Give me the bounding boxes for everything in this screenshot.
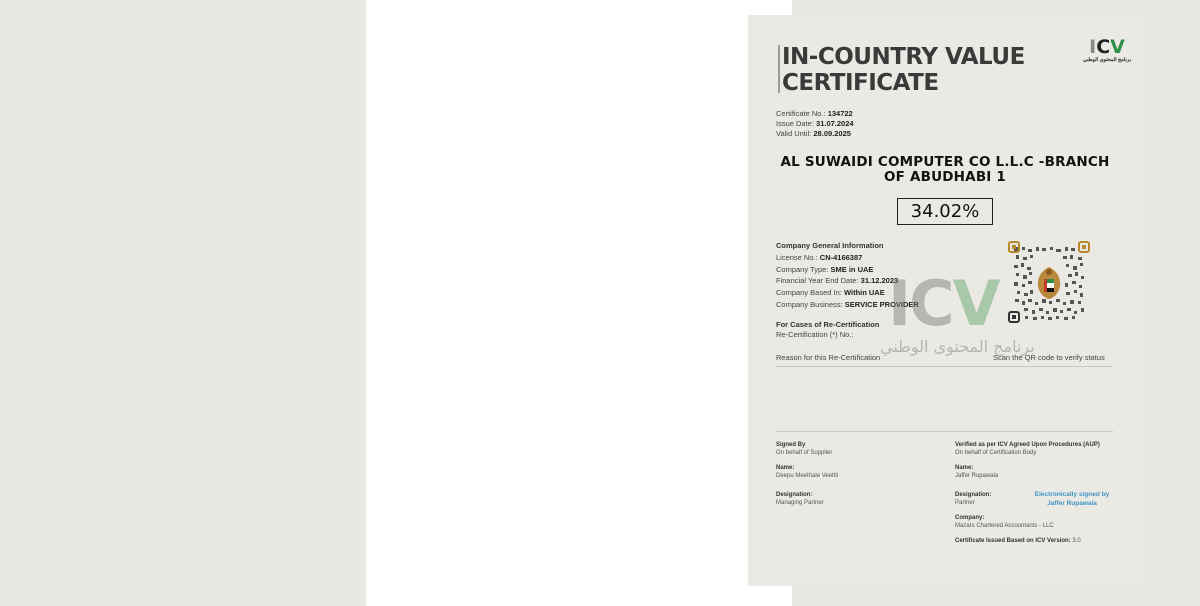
supplier-designation-label: Designation: bbox=[776, 492, 813, 498]
valid-until-label: Valid Until: bbox=[776, 129, 812, 138]
watermark-letter-c: C bbox=[909, 267, 953, 340]
verifier-designation-value: Partner bbox=[955, 500, 975, 506]
supplier-name-label: Name: bbox=[776, 465, 795, 471]
logo-letter-v: V bbox=[1110, 36, 1125, 58]
logo-letter-c: C bbox=[1096, 36, 1111, 58]
verifier-company bbox=[955, 514, 1054, 530]
verifier-company-label: Company: bbox=[955, 515, 985, 521]
company-name-line-1: AL SUWAIDI COMPUTER CO L.L.C -BRANCH bbox=[780, 154, 1110, 170]
watermark-letter-v: V bbox=[952, 267, 999, 340]
supplier-name bbox=[776, 464, 838, 480]
company-name bbox=[776, 155, 1114, 185]
icv-logo bbox=[1082, 37, 1132, 63]
issue-date-label: Issue Date: bbox=[776, 119, 814, 128]
company-general-info bbox=[776, 240, 919, 311]
supplier-designation bbox=[776, 491, 824, 507]
page-sheet bbox=[366, 0, 1131, 606]
issue-date-value: 31.07.2024 bbox=[816, 119, 854, 128]
recert-no-label: Re-Certification (*) No.: bbox=[776, 330, 854, 339]
license-value: CN-4166387 bbox=[819, 252, 863, 262]
watermark-arabic-text: برنامج المحتوى الوطني bbox=[880, 337, 1035, 356]
supplier-on-behalf: On behalf of Supplier bbox=[776, 450, 833, 456]
recertification-section bbox=[776, 320, 879, 340]
recert-reason-label: Reason for this Re-Certification bbox=[776, 353, 881, 362]
company-type-label: Company Type: bbox=[776, 264, 829, 274]
icv-version-value: 3.0 bbox=[1072, 538, 1081, 544]
signed-by-label: Signed By bbox=[776, 442, 806, 448]
business-label: Company Business: bbox=[776, 299, 843, 309]
verified-label: Verified as per ICV Agreed Upon Procedures (AUP) bbox=[955, 442, 1100, 448]
verifier-verified bbox=[955, 441, 1100, 457]
title-line-2: CERTIFICATE bbox=[782, 70, 939, 96]
verifier-designation-label: Designation: bbox=[955, 492, 992, 498]
verifier-company-value: Mazars Chartered Accountants - LLC bbox=[955, 523, 1054, 529]
supplier-name-value: Deepu Meethale Veettil bbox=[776, 473, 839, 479]
verifier-name bbox=[955, 464, 998, 480]
certificate-title bbox=[782, 44, 1025, 96]
title-line-1: IN-COUNTRY VALUE bbox=[782, 44, 1025, 70]
certificate bbox=[748, 15, 1142, 586]
verifier-designation bbox=[955, 491, 991, 507]
based-in-value: Within UAE bbox=[843, 288, 885, 298]
signature-divider bbox=[776, 431, 1113, 432]
company-name-line-2: OF ABUDHABI 1 bbox=[883, 169, 1007, 185]
company-type-value: SME in UAE bbox=[830, 264, 874, 274]
general-info-header: Company General Information bbox=[776, 241, 884, 250]
divider bbox=[776, 366, 1113, 367]
recert-header: For Cases of Re-Certification bbox=[776, 320, 880, 329]
qr-code-icon[interactable] bbox=[1008, 241, 1090, 323]
supplier-designation-value: Managing Partner bbox=[776, 500, 824, 506]
watermark-letter-i: I bbox=[888, 267, 910, 340]
fye-value: 31.12.2023 bbox=[860, 276, 899, 286]
cert-no-value: 134722 bbox=[827, 109, 853, 118]
verifier-on-behalf: On behalf of Certification Body bbox=[955, 450, 1037, 456]
based-in-label: Company Based In: bbox=[776, 288, 842, 298]
esign-line-2: Jaffer Rupawala bbox=[1047, 499, 1097, 507]
electronic-signature bbox=[1032, 491, 1112, 508]
title-accent-bar bbox=[778, 45, 780, 93]
license-label: License No.: bbox=[776, 252, 818, 262]
icv-score: 34.02% bbox=[897, 198, 993, 225]
verifier-name-value: Jaffer Rupawala bbox=[955, 473, 999, 479]
scan-qr-text: Scan the QR code to verify status bbox=[993, 353, 1105, 362]
logo-letter-i: I bbox=[1089, 36, 1097, 58]
certificate-meta bbox=[776, 109, 854, 139]
esign-line-1: Electronically signed by bbox=[1034, 491, 1110, 498]
business-value: SERVICE PROVIDER bbox=[844, 299, 919, 309]
cert-no-label: Certificate No.: bbox=[776, 109, 826, 118]
logo-arabic-text: برنامج المحتوى الوطني bbox=[1083, 57, 1131, 63]
fye-label: Financial Year End Date: bbox=[776, 276, 859, 286]
valid-until-value: 28.09.2025 bbox=[813, 129, 851, 138]
icv-version-label: Certificate Issued Based on ICV Version: bbox=[955, 538, 1071, 544]
icv-version bbox=[955, 537, 1081, 545]
verifier-name-label: Name: bbox=[955, 465, 974, 471]
supplier-signed-by bbox=[776, 441, 832, 457]
